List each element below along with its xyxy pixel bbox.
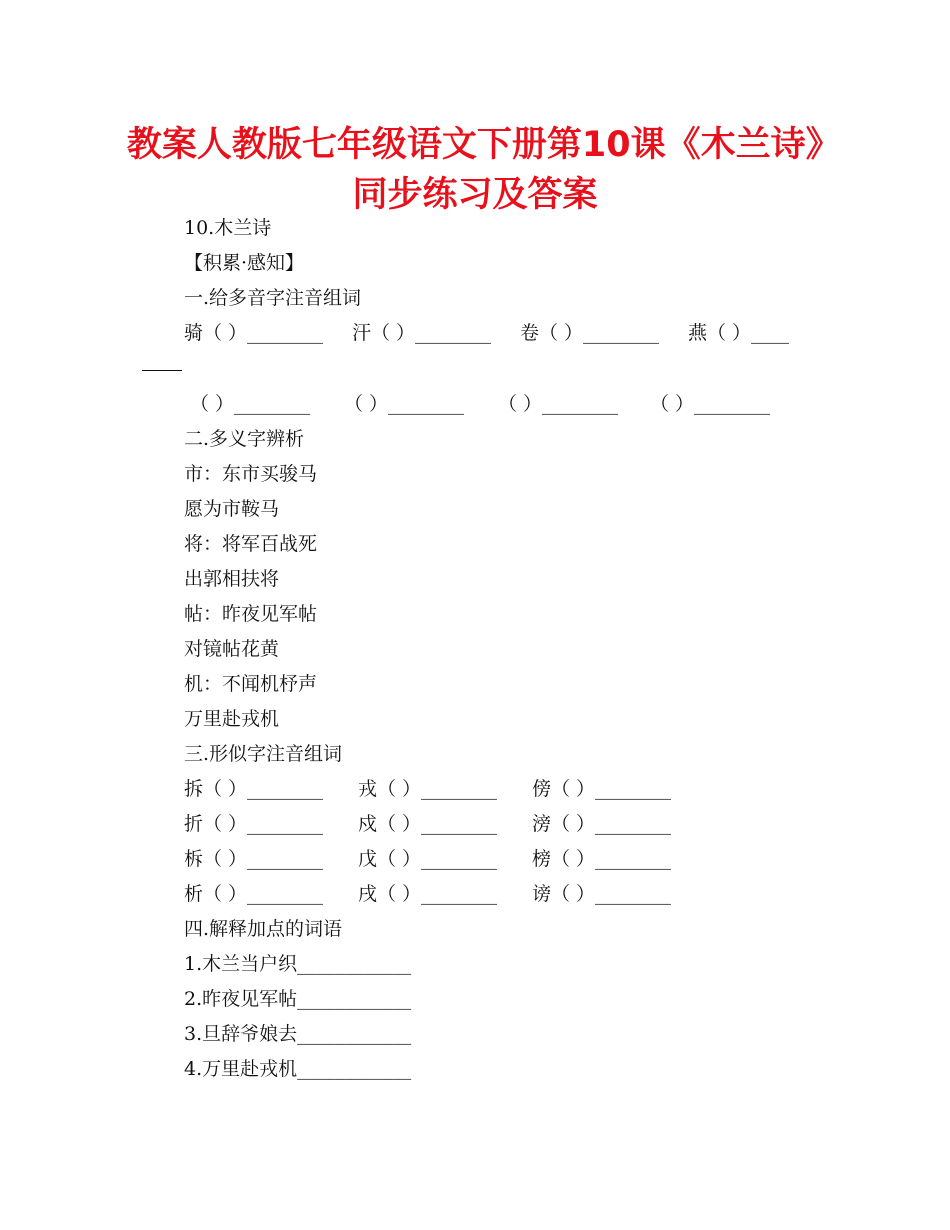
q2-line: 将：将军百战死: [184, 533, 318, 555]
q2-line: 市：东市买骏马: [184, 463, 318, 485]
q1-item[interactable]: 燕（ ）____: [688, 322, 790, 344]
q1-heading: 一.给多音字注音组词: [184, 287, 362, 309]
q2-line: 对镜帖花黄: [184, 638, 280, 660]
q1-item[interactable]: （ ）________: [190, 393, 311, 415]
q1-item[interactable]: 骑（ ）________: [184, 322, 324, 344]
q3-item[interactable]: 戍（ ）________: [358, 813, 498, 835]
q3-item[interactable]: 滂（ ）________: [532, 813, 672, 835]
q3-item[interactable]: 柝（ ）________: [184, 848, 324, 870]
q1-item[interactable]: （ ）________: [650, 393, 771, 415]
q2-line: 出郭相扶将: [184, 568, 280, 590]
q3-item[interactable]: 戎（ ）________: [358, 778, 498, 800]
q3-item[interactable]: 析（ ）________: [184, 883, 324, 905]
q3-item[interactable]: 戊（ ）________: [358, 848, 498, 870]
q4-item[interactable]: 1.木兰当户织____________: [184, 953, 412, 975]
q3-item[interactable]: 榜（ ）________: [532, 848, 672, 870]
document-title: 教案人教版七年级语文下册第10课《木兰诗》同步练习及答案: [126, 125, 824, 215]
q3-item[interactable]: 拆（ ）________: [184, 778, 324, 800]
q3-item[interactable]: 傍（ ）________: [532, 778, 672, 800]
q1-item[interactable]: （ ）________: [344, 393, 465, 415]
q4-heading: 四.解释加点的词语: [184, 918, 343, 940]
q2-line: 万里赴戎机: [184, 708, 280, 730]
q4-item[interactable]: 4.万里赴戎机____________: [184, 1058, 412, 1080]
q3-heading: 三.形似字注音组词: [184, 743, 343, 765]
q1-row-1-continuation-blank[interactable]: [142, 370, 182, 371]
q3-item[interactable]: 谤（ ）________: [532, 883, 672, 905]
section-label: 【积累·感知】: [184, 252, 305, 274]
q4-item[interactable]: 3.旦辞爷娘去____________: [184, 1023, 412, 1045]
q4-item[interactable]: 2.昨夜见军帖____________: [184, 988, 412, 1010]
q1-item[interactable]: 汗（ ）________: [352, 322, 492, 344]
q2-line: 帖：昨夜见军帖: [184, 603, 318, 625]
q3-item[interactable]: 折（ ）________: [184, 813, 324, 835]
q1-item[interactable]: 卷（ ）________: [520, 322, 660, 344]
q2-heading: 二.多义字辨析: [184, 428, 305, 450]
lesson-heading: 10.木兰诗: [184, 217, 272, 239]
q2-line: 愿为市鞍马: [184, 498, 280, 520]
q3-item[interactable]: 戌（ ）________: [358, 883, 498, 905]
q1-item[interactable]: （ ）________: [498, 393, 619, 415]
q2-line: 机：不闻机杼声: [184, 673, 318, 695]
